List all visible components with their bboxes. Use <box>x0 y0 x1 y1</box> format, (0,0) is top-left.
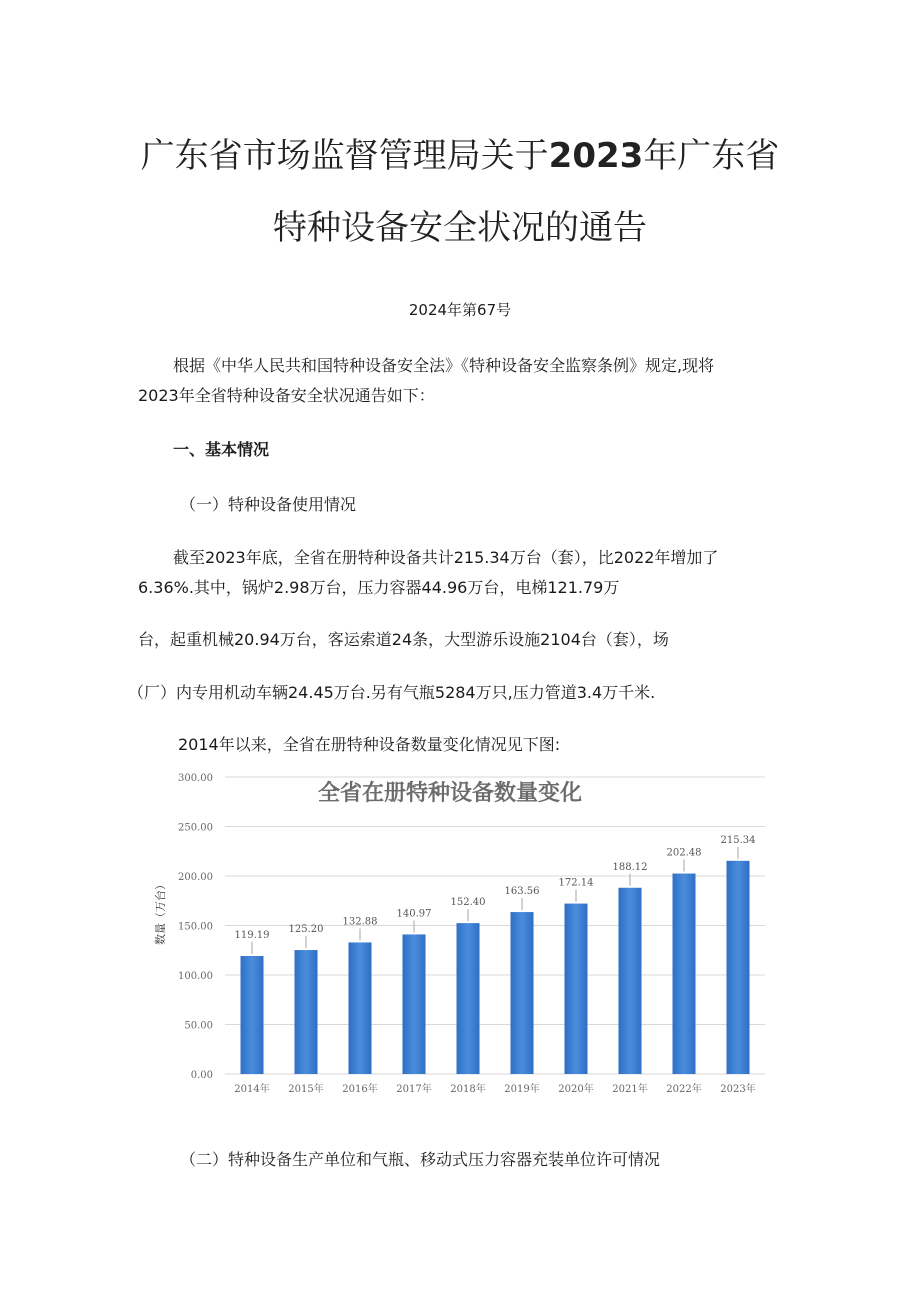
bar-chart <box>150 762 775 1107</box>
body-line-1: 截至2023年底，全省在册特种设备共计215.34万台（套），比2022年增加了 <box>173 548 719 567</box>
chart-x-tick-label: 2022年 <box>666 1084 702 1095</box>
subsection-heading-usage: （一）特种设备使用情况 <box>180 495 357 514</box>
chart-caption: 2014年以来，全省在册特种设备数量变化情况见下图: <box>178 735 561 754</box>
chart-bar <box>457 923 480 1074</box>
chart-x-tick-label: 2023年 <box>720 1084 756 1095</box>
chart-bar <box>403 934 426 1074</box>
chart-data-label: 140.97 <box>396 908 432 920</box>
chart-x-tick-label: 2021年 <box>612 1084 648 1095</box>
chart-bar <box>511 912 534 1074</box>
chart-bar <box>619 888 642 1074</box>
chart-y-tick-label: 0.00 <box>190 1070 213 1081</box>
document-title-line1 <box>0 128 920 177</box>
intro-line-1: 根据《中华人民共和国特种设备安全法》《特种设备安全监察条例》规定,现将 <box>173 356 715 375</box>
chart-data-label: 132.88 <box>342 916 378 928</box>
chart-data-label: 125.20 <box>288 924 324 936</box>
chart-y-tick-label: 200.00 <box>178 872 213 883</box>
chart-data-label: 202.48 <box>666 847 702 859</box>
chart-data-label: 152.40 <box>450 897 486 909</box>
chart-data-label: 172.14 <box>558 877 594 889</box>
chart-bar <box>241 956 264 1074</box>
chart-x-tick-label: 2014年 <box>234 1084 270 1095</box>
chart-data-label: 215.34 <box>720 834 756 846</box>
bar-chart-svg <box>150 762 775 1107</box>
chart-bar <box>565 904 588 1074</box>
chart-x-tick-label: 2019年 <box>504 1084 540 1095</box>
title-year: 2023 <box>548 136 644 176</box>
chart-data-label: 119.19 <box>234 930 270 942</box>
chart-y-tick-label: 50.00 <box>184 1020 213 1032</box>
title-suffix: 年广东省 <box>643 136 780 176</box>
chart-x-tick-label: 2015年 <box>288 1084 324 1095</box>
title-prefix: 广东省市场监督管理局关于 <box>140 136 549 176</box>
chart-x-tick-label: 2016年 <box>342 1084 378 1095</box>
body-line-4: （厂）内专用机动车辆24.45万台.另有气瓶5284万只,压力管道3.4万千米. <box>128 683 656 702</box>
chart-bar <box>727 861 750 1074</box>
document-number: 2024年第67号 <box>408 301 512 319</box>
subsection-heading-licensing: （二）特种设备生产单位和气瓶、移动式压力容器充装单位许可情况 <box>180 1150 661 1169</box>
chart-bar <box>673 874 696 1074</box>
chart-data-label: 163.56 <box>504 886 540 898</box>
chart-x-tick-label: 2018年 <box>450 1084 486 1095</box>
chart-data-label: 188.12 <box>612 861 648 873</box>
intro-line-2: 2023年全省特种设备安全状况通告如下： <box>138 386 435 405</box>
chart-y-tick-label: 250.00 <box>178 822 213 834</box>
document-title-line2: 特种设备安全状况的通告 <box>273 208 647 248</box>
section-heading-basic: 一、基本情况 <box>173 440 270 459</box>
chart-title: 全省在册特种设备数量变化 <box>317 780 583 806</box>
chart-bar <box>349 942 372 1074</box>
chart-x-tick-label: 2017年 <box>396 1084 432 1095</box>
chart-y-tick-label: 100.00 <box>178 971 213 982</box>
body-line-2: 6.36%.其中，锅炉2.98万台，压力容器44.96万台，电梯121.79万 <box>138 578 620 597</box>
chart-y-tick-label: 300.00 <box>178 773 213 784</box>
chart-y-tick-label: 150.00 <box>178 921 213 933</box>
chart-x-tick-label: 2020年 <box>558 1084 594 1095</box>
chart-bar <box>295 950 318 1074</box>
body-line-3: 台，起重机械20.94万台，客运索道24条，大型游乐设施2104台（套），场 <box>138 630 669 649</box>
chart-y-axis-label: 数量（万台） <box>154 879 167 945</box>
